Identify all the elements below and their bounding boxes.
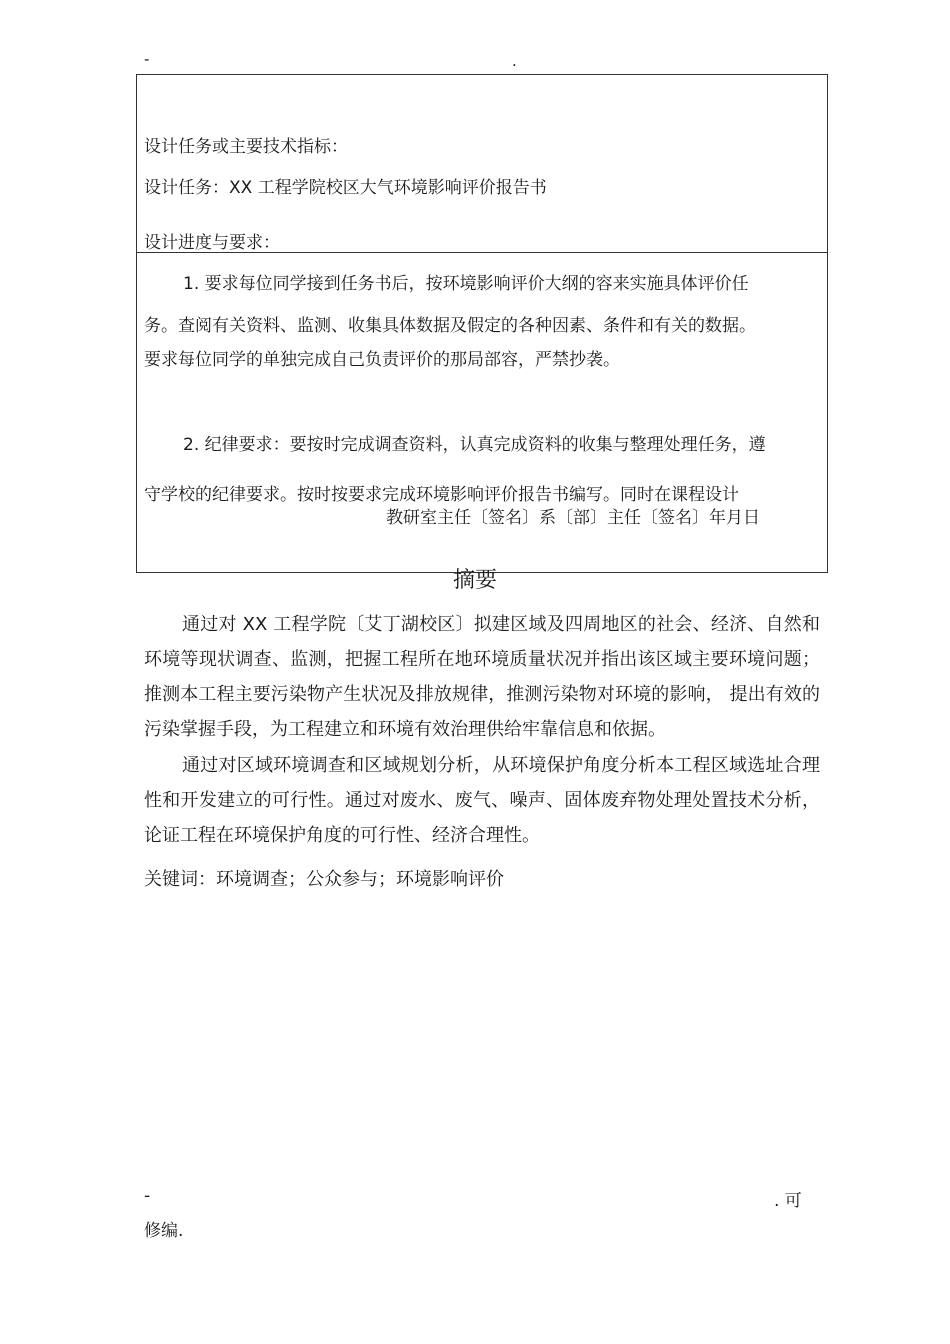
requirement-2-line-1: 2. 纪律要求：要按时完成调查资料，认真完成资料的收集与整理处理任务，遵 bbox=[183, 435, 766, 455]
task-line: 设计任务：XX 工程学院校区大气环境影响评价报告书 bbox=[144, 178, 547, 198]
header-left-mark: - bbox=[144, 50, 150, 68]
header-right-mark: . bbox=[512, 52, 517, 70]
requirement-2-line-2: 守学校的纪律要求。按时按要求完成环境影响评价报告书编写。同时在课程设计 bbox=[144, 485, 739, 505]
task-heading: 设计任务或主要技术指标： bbox=[144, 137, 348, 157]
footer-right-mark: . 可 bbox=[774, 1191, 802, 1211]
requirement-1-line-1: 1. 要求每位同学接到任务书后，按环境影响评价大纲的容来实施具体评价任 bbox=[183, 274, 749, 294]
keywords-line: 关键词：环境调查；公众参与；环境影响评价 bbox=[144, 869, 504, 890]
footer-second-line: 修编. bbox=[144, 1221, 184, 1241]
requirement-1-line-3: 要求每位同学的单独完成自己负责评价的那局部容，严禁抄袭。 bbox=[144, 350, 620, 370]
abstract-paragraph-1: 通过对 XX 工程学院〔艾丁湖校区〕拟建区域及四周地区的社会、经济、自然和环境等现状调查、监测，把握工程所在地环境质量状况并指出该区域主要环境问题；推测本工程主要污染物产生状况及排放规律，推测污染物对环境的影响， 提出有效的污染掌握手段，为工程建立和环境有效治理供给牢靠信息和依据。 bbox=[144, 614, 820, 740]
footer-left-mark: - bbox=[144, 1186, 151, 1206]
abstract-paragraph-2: 通过对区域环境调查和区域规划分析，从环境保护角度分析本工程区域选址合理性和开发建立的可行性。通过对废水、废气、噪声、固体废弃物处理处置技术分析，论证工程在环境保护角度的可行性、经济合理性。 bbox=[144, 755, 820, 846]
abstract-title: 摘要 bbox=[452, 568, 497, 593]
requirement-1-line-2: 务。查阅有关资料、监测、收集具体数据及假定的各种因素、条件和有关的数据。 bbox=[144, 316, 756, 336]
progress-heading: 设计进度与要求： bbox=[144, 233, 280, 253]
signature-line: 教研室主任〔签名〕系〔部〕主任〔签名〕年月日 bbox=[386, 508, 760, 528]
